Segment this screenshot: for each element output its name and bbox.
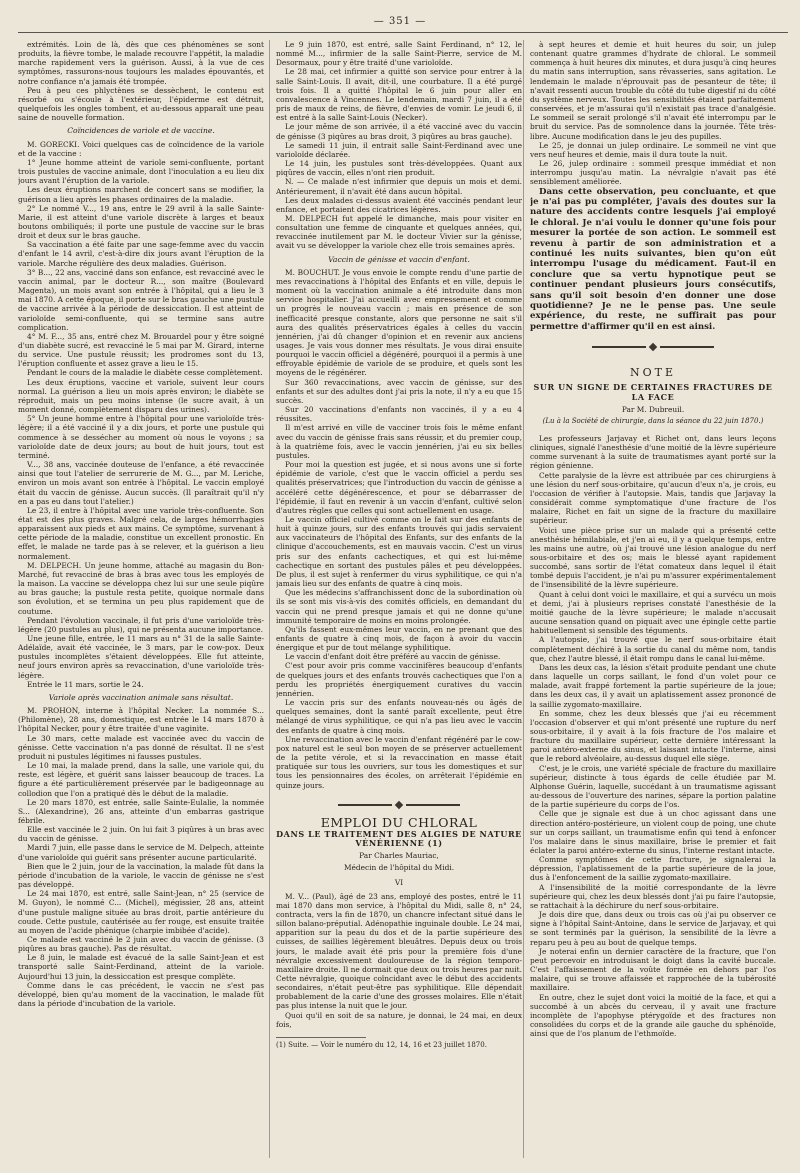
page-number: — 351 —: [373, 16, 427, 27]
paragraph: 2° Le nommé V..., 19 ans, entre le 29 avril à la salle Sainte-Marie, il est atteint d'une variole discrète à larges et beaux boutons ombiliqués; il porte une pustule de vaccine sur le bras droit et deux sur le bras gauche.: [18, 203, 264, 241]
paragraph: 3° B..., 22 ans, vacciné dans son enfance, est revacciné avec le vaccin animal, par le docteur R..., son maître (Boulevard Magenta), un mois avant son entrée à l'hôpital, qui a lieu le 3 mai 1870. A cette époque, il porte sur le bras gauche une pustule de vaccine arrivée à la période de dessiccation. Il est atteint de varioloïde semi-confluente, qui se termine sans autre complication.: [18, 267, 264, 332]
paragraph: M. BOUCHUT. Je vous envoie le compte rendu d'une partie de mes revaccinations à l'hôpital des Enfants et en ville, depuis le moment où la vaccination animale a été introduite dans mon service hospitalier. J'ai accueilli avec empressement et comme un progrès le nouveau vaccin ; mais en présence de son inefficacité presque constante, alors que personne ne sait s'il aura des qualités préservatrices égales à celles du vaccin jennérien, j'ai dû changer d'opinion et en revenir aux anciens usages. Je vais vous donner mes résultats. Je vous dirai ensuite pourquoi le vaccin officiel a dégénéré, pourquoi il a permis à une effroyable épidémie de variole de se produire, et quels sont les moyens de le régénérer.: [276, 267, 522, 378]
paragraph: Le 23, il entre à l'hôpital avec une variole très-confluente. Son état est des plus graves. Malgré cela, de larges hémorrhagies apparaissent aux pieds et aux mains. Ce symptôme, survenant à cette période de la maladie, constitue un excellent pronostic. En effet, le malade ne tarde pas à se relever, et la guérison a lieu normalement.: [18, 505, 264, 561]
column-divider: [523, 40, 524, 1158]
paragraph: Le vaccin d'enfant doit être préféré au vaccin de génisse.: [285, 652, 501, 662]
paragraph: Les deux malades ci-dessus avaient été vaccinés pendant leur enfance, et portaient des cicatrices légères.: [276, 195, 522, 214]
paragraph: Celle que je signale est due à un choc agissant dans une direction antéro-postérieure, un violent coup de poing, une chute sur un corps saillant, un traumatisme enfin qui tend à enfoncer l'os malaire dans le sinus maxillaire, brise le premier et fait éclater la paroi antéro-externe du sinus, l'interne restant intacte.: [530, 809, 776, 855]
note-subtitle: SUR UN SIGNE DE CERTAINES FRACTURES DE LA FACE: [533, 382, 773, 402]
footnote-rule: [276, 1037, 366, 1038]
note-title: NOTE: [629, 366, 676, 380]
paragraph: V..., 38 ans, vaccinée douteuse de l'enfance, a été revaccinée ainsi que tout l'atelier de serrurerie de M. G..., par M. Leriche, environ un mois avant son entrée à l'hôpital. Le vaccin employé était du vaccin de génisse. Aucun succès. (Il paraîtrait qu'il n'y en a pas eu dans tout l'atelier.): [18, 460, 264, 506]
paragraph: En outre, chez le sujet dont voici la moitié de la face, et qui a succombé à un abcès du cerveau, il y avait une fracture incomplète de l'apophyse ptérygoïde et des fractures non consolidées du corps et de la grande aile gauche du sphénoïde, ainsi que de l'os planum de l'ethmoïde.: [530, 992, 776, 1039]
author-affiliation: Médecin de l'hôpital du Midi.: [343, 863, 455, 873]
paragraph: Mardi 7 juin, elle passe dans le service de M. Delpech, atteinte d'une varioloïde qui guérit sans présenter aucune particularité.: [18, 843, 264, 862]
paragraph: Que les médecins s'affranchissent donc de la subordination où ils se sont mis vis-à-vis des comités officiels, en demandant du vaccin qui ne prend presque jamais et qui ne donne qu'une immunité temporaire de moins en moins prolongée.: [276, 588, 522, 625]
paragraph: Pendant l'évolution vaccinale, il fut pris d'une varioloïde très-légère (20 pustules au plus), qui ne présenta aucune importance.: [18, 615, 264, 634]
author-byline: Par M. Dubreuil.: [621, 404, 685, 414]
paragraph: Le 25, je donnai un julep ordinaire. Le sommeil ne vint que vers neuf heures et demie, mais il dura toute la nuit.: [530, 140, 776, 159]
paragraph: Quant à celui dont voici le maxillaire, et qui a survécu un mois et demi, j'ai à plusieurs reprises constaté l'anesthésie de la moitié gauche de la lèvre supérieure; le malade n'accusait aucune sensation quand on piquait avec une épingle cette partie habituellement si sensible des téguments.: [530, 589, 776, 636]
paragraph: Le vaccin officiel cultivé comme on le fait sur des enfants de huit à quinze jours, sur des enfants trouvés qui jadis servaient aux vaccinateurs de l'hôpital des Enfants, sur des enfants de la clinique d'accouchements, est en mauvais vaccin. C'est un virus pris sur des enfants cachectiques, et qui est lui-même cachectique en sortant des pustules pâles et peu développées. De plus, il est sujet à renfermer du virus syphilitique, ce qui n'a jamais lieu sur des enfants de quatre à cinq mois.: [276, 514, 522, 589]
paragraph: Le samedi 11 juin, il entrait salle Saint-Ferdinand avec une varioloïde déclarée.: [276, 140, 522, 159]
paragraph: Les deux éruptions, vaccine et variole, suivent leur cours normal. La guérison a lieu un mois après environ; le diabète se réproduit, mais un peu moins intense (le sucre avait, à un moment donné, complètement disparu des urines).: [18, 377, 264, 415]
conclusion-paragraph: Dans cette observation, peu concluante, et que je n'ai pas pu compléter, j'avais des doutes sur la nature des accidents contre lesquels j'ai employé le chloral. Je n'ai voulu le donner qu'une fois pour mesurer la portée de son action. Le sommeil est revenu à partir de son administration et a continué les nuits suivantes, bien qu'on eût interrompu l'usage du médicament. Faut-il en conclure que sa vertu hypnotique peut se continuer pendant plusieurs jours consécutifs, sans qu'il soit besoin d'en donner une dose quotidienne? Je ne le pense pas. Une seule expérience, du reste, ne suffirait pas pour permettre d'affirmer qu'il en est ainsi.: [530, 186, 776, 332]
header-rule: [18, 32, 788, 33]
section-heading: Vaccin de génisse et vaccin d'enfant.: [328, 254, 470, 264]
paragraph: Une jeune fille, entrée, le 11 mars au n° 31 de la salle Sainte-Adélaïde, avait été vaccinée, le 3 mars, par le cow-pox. Deux pustules incomplètes s'étaient développées. Elle fut atteinte, neuf jours environ après sa revaccination, d'une varioloïde très-légère.: [18, 634, 264, 680]
paragraph: Quoi qu'il en soit de sa nature, je donnai, le 24 mai, en deux fois,: [276, 1010, 522, 1029]
paragraph: M. V... (Paul), âgé de 23 ans, employé des postes, entré le 11 mai 1870 dans mon service, à l'hôpital du Midi, salle 8, n° 24, contracta, vers la fin de 1870, un chancre infectant situé dans le sillon balano-préputial. Adénopathie inguinale double. Le 24 mai, apparition sur la peau du dos et de la partie supérieure des cuisses, de saillies légèrement bleuâtres. Depuis deux ou trois jours, le malade avait été pris pour la première fois d'une névralgie excessivement douloureuse de la région temporo-maxillaire droite. Il ne dormait que deux ou trois heures par nuit. Cette névralgie, quoique coïncidant avec le début des accidents secondaires, n'était peut-être pas syphilitique. Elle dépendait probablement de la carie d'une des grosses molaires. Elle n'était pas plus intense la nuit que le jour.: [276, 891, 522, 1011]
article-title: EMPLOI DU CHLORAL: [320, 814, 478, 830]
paragraph: Le jour même de son arrivée, il a été vacciné avec du vaccin de génisse (3 piqûres au bras droit, 3 piqûres au bras gauche).: [276, 122, 522, 141]
column-left: [18, 40, 264, 1160]
paragraph: Ce malade est vacciné le 2 juin avec du vaccin de génisse. (3 piqûres au bras gauche). Pas de résultat.: [18, 935, 264, 954]
paragraph: Je dois dire que, dans deux ou trois cas où j'ai pu observer ce signe à l'hôpital Saint-Antoine, dans le service de Jarjavay, et qui se sont terminés par la guérison, la sensibilité de la lèvre a reparu peu à peu au bout de quelque temps.: [530, 910, 776, 947]
paragraph: Le 8 juin, le malade est évacué de la salle Saint-Jean et est transporté salle Saint-Ferdinand, atteint de la variole. Aujourd'hui 13 juin, la dessiccation est presque complète.: [18, 953, 264, 981]
paragraph: Comme symptômes de cette fracture, je signalerai la dépression, l'aplatissement de la partie supérieure de la joue, dus à l'enfoncement de la saillie zygomato-maxillaire.: [530, 855, 776, 883]
paragraph: M. GORECKI. Voici quelques cas de coïncidence de la variole et de la vaccine :: [18, 139, 264, 158]
paragraph: Le 10 mai, la malade prend, dans la salle, une variole qui, du reste, est légère, et guérit sans laisser beaucoup de traces. La figure a été particulièrement préservée par le badigeonnage au collodion que l'on a pratiqué dès le début de la maladie.: [18, 761, 264, 798]
paragraph: à sept heures et demie et huit heures du soir, un julep contenant quatre grammes d'hydrate de chloral. Le sommeil commença à huit heures dix minutes, et dura jusqu'à cinq heures du matin sans interruption, sans rêvasseries, sans agitation. Le lendemain le malade n'éprouvait pas de pesanteur de tête; il n'avait ressenti aucun trouble du côté du tube digestif ni du côté du système nerveux. Toutes les sensibilités étaient parfaitement conservées, et je m'assurai qu'il n'existait pas trace d'analgésie. Le sommeil se serait prolongé s'il n'avait été interrompu par le bruit du service. Pas de somnolence dans la journée. Tête très-libre. Aucune modification dans le jeu des pupilles.: [530, 40, 776, 141]
paragraph: Le vaccin pris sur des enfants nouveau-nés ou âgés de quelques semaines, dont la santé paraît excellente, peut être mélangé de virus syphilitique, ce qui n'a pas lieu avec le vaccin des enfants de quatre à cinq mois.: [276, 698, 522, 735]
paragraph: Le 9 juin 1870, est entré, salle Saint Ferdinand, n° 12, le nommé M..., infirmier de la salle Saint-Pierre, service de M. Desormaux, pour y être traité d'une varioloïde.: [276, 40, 522, 68]
paragraph: M. PROHON, interne à l'hôpital Necker. La nommée S... (Philomène), 28 ans, domestique, est entrée le 14 mars 1870 à l'hôpital Necker, pour y être traitée d'une vaginite.: [18, 706, 264, 734]
paragraph: 4° M. F..., 35 ans, entré chez M. Brouardel pour y être soigné d'un diabète sucré, est revacciné le 5 mai par M. Girard, interne du service. Une pustule réussit; les prodromes sont du 13, l'éruption confluente et assez grave a lieu le 15.: [18, 331, 264, 369]
section-heading: Coïncidences de variole et de vaccine.: [67, 126, 215, 136]
paragraph: C'est, je le crois, une variété spéciale de fracture du maxillaire supérieur, distincte à tous égards de celle étudiée par M. Alphonse Guérin, laquelle, succédant à un traumatisme agissant au-dessous de l'ouverture des narines, sépare la portion palatine de la partie supérieure du corps de l'os.: [530, 763, 776, 810]
reading-caption: (Lu à la Société de chirurgie, dans la séance du 22 juin 1870.): [542, 416, 764, 425]
column-divider: [269, 40, 270, 1158]
column-middle: [276, 40, 522, 1160]
paragraph: M. DELPECH. Un jeune homme, attaché au magasin du Bon-Marché, fut revacciné de bras à bras avec tous les employés de la maison. La vaccine se développa chez lui sur une seule piqûre au bras gauche; la pustule resta petite, quoique normale dans son évolution, et se termina un peu plus rapidement que de coutume.: [18, 560, 264, 616]
paragraph: Peu à peu ces phlyctènes se dessèchent, le contenu est résorbé ou s'écoule à l'extérieur, l'épiderme est détruit, quelquefois les ongles tombent, et au-dessous apparaît une peau saine de nouvelle formation.: [18, 85, 264, 123]
ornament-divider: [530, 342, 776, 350]
paragraph: Cette paralysie de la lèvre est attribuée par ces chirurgiens à une lésion du nerf sous-orbitaire, qu'aucun d'eux n'a, je crois, eu l'occasion de vérifier à l'autopsie. Mais, tandis que Jarjavay la considérait comme symptomatique d'une fracture de l'os malaire, Richet en fait un signe de la fracture du maxillaire supérieur.: [530, 470, 776, 526]
paragraph: Le 28 mai, cet infirmier a quitté son service pour entrer à la salle Saint-Louis. Il avait, dit-il, une courbature. Il a été purgé trois fois. Il a quitté l'hôpital le 6 juin pour aller en convalescence à Vincennes. Le lendemain, mardi 7 juin, il a été pris de maux de reins, de fièvre, d'envies de vomir. Le jeudi 6, il est entré à la salle Saint-Louis (Necker).: [276, 67, 522, 123]
column-right: [530, 40, 776, 1160]
paragraph: Le 26, julep ordinaire : sommeil presque immédiat et non interrompu jusqu'au matin. La névralgie n'avait pas été sensiblement améliorée.: [530, 159, 776, 187]
paragraph: C'est pour avoir pris comme vaccinifères beaucoup d'enfants de quelques jours et des enfants trouvés cachectiques que l'on a perdu les propriétés énergiquement curatives du vaccin jennérien.: [276, 661, 522, 698]
paragraph: Dans les deux cas, la lésion s'était produite pendant une chute dans laquelle un corps saillant, le fond d'un volet pour ce malade, avait frappé fortement la partie supérieure de la joue; dans les deux cas, il y avait un aplatissement assez prononcé de la saillie zygomato-maxillaire.: [530, 662, 776, 709]
paragraph: Il m'est arrivé en ville de vacciner trois fois le même enfant avec du vaccin de génisse frais sans réussir, et du premier coup, à la quatrième fois, avec le vaccin jennérien, j'ai eu six belles pustules.: [276, 423, 522, 460]
paragraph: M. DELPECH fut appelé le dimanche, mais pour visiter en consultation une femme de cinquante et quelques années, qui, revaccinée inutilement par M. le docteur Vivier sur la génisse, avait vu se développer la variole chez elle trois semaines après.: [276, 213, 522, 251]
paragraph: Sa vaccination a été faite par une sage-femme avec du vaccin d'enfant le 14 avril, c'est-à-dire dix jours avant l'éruption de la variole. Marche régulière des deux maladies. Guérison.: [18, 240, 264, 268]
paragraph: Sur 360 revaccinations, avec vaccin de génisse, sur des enfants et sur des adultes dont j'ai pris la note, il n'y a eu que 15 succès.: [276, 377, 522, 405]
paragraph: N. — Ce malade n'est infirmier que depuis un mois et demi. Antérieurement, il n'avait été dans aucun hôpital.: [276, 177, 522, 196]
paragraph: Voici une pièce prise sur un malade qui a présenté cette anesthésie hémilabiale, et j'en ai eu, il y a quelque temps, entre les mains une autre, où j'ai trouvé une lésion analogue du nerf sous-orbitaire et des os; mais le blessé ayant rapidement succombé, sans sortir de l'état comateux dans lequel il était tombé depuis l'accident, je n'ai pu m'assurer expérimentalement de l'insensibilité de la lèvre supérieure.: [530, 525, 776, 590]
footnote: (1) Suite. — Voir le numéro du 12, 14, 16 et 23 juillet 1870.: [276, 1040, 487, 1049]
paragraph: Le 24 mai 1870, est entré, salle Saint-Jean, n° 25 (service de M. Guyon), le nommé C... (Michel), mégissier, 28 ans, atteint d'une pustule maligne située au bras droit, partie antérieure du coude. Cette pustule, cautérisée au fer rouge, est ensuite traitée au moyen de l'acide phénique (charpie imbibée d'acide).: [18, 889, 264, 935]
paragraph: A l'autopsie, j'ai trouvé que le nerf sous-orbitaire était complètement déchiré à la sortie du canal du même nom, tandis que, chez l'autre blessé, il était rompu dans le canal lui-même.: [530, 635, 776, 663]
article-subtitle: DANS LE TRAITEMENT DES ALGIES DE NATURE VÉNÉRIENNE (1): [276, 828, 522, 848]
paragraph: En somme, chez les deux blessés que j'ai eu récemment l'occasion d'observer et qui m'ont présenté une rupture du nerf sous-orbitaire, il y avait à la fois fracture de l'os malaire et fracture du maxillaire supérieur, cette dernière intéressant la paroi antéro-externe du sinus, et laissant intacte l'interne, ainsi que le rebord alvéolaire, au-dessus duquel elle siège.: [530, 708, 776, 764]
paragraph: Je noterai enfin un dernier caractère de la fracture, que l'on peut percevoir en introduisant le doigt dans la cavité buccale. C'est l'affaissement de la voûte formée en dehors par l'os malaire, qui se trouve affaissée et rapprochée de la tubérosité maxillaire.: [530, 946, 776, 993]
paragraph: Qu'ils fassent eux-mêmes leur vaccin, en ne prenant que des enfants de quatre à cinq mois, de façon à avoir du vaccin énergique et pur de tout mélange syphilitique.: [276, 624, 522, 653]
paragraph: Pour moi la question est jugée, et si nous avons une si forte épidémie de variole, c'est que le vaccin officiel a perdu ses qualités préservatrices; que l'introduction du vaccin de génisse a accéléré cette dégénérescence, et pour se débarrasser de l'épidémie, il faut en revenir à un vaccin d'enfant, cultivé selon d'autres règles que celles qui sont actuellement en usage.: [276, 460, 522, 515]
paragraph: A l'insensibilité de la moitié correspondante de la lèvre supérieure qui, chez les deux blessés dont j'ai pu faire l'autopsie, se rattachait à la déchirure du nerf sous-orbitaire.: [530, 882, 776, 910]
paragraph: Entrée le 11 mars, sortie le 24.: [27, 679, 144, 689]
paragraph: Le 14 juin, les pustules sont très-développées. Quant aux piqûres de vaccin, elles n'ont rien produit.: [276, 159, 522, 178]
paragraph: Elle est vaccinée le 2 juin. On lui fait 3 piqûres à un bras avec du vaccin de génisse.: [18, 825, 264, 844]
section-number: VI: [394, 878, 404, 888]
paragraph: Comme dans le cas précédent, le vaccin ne s'est pas développé, bien qu'au moment de la vaccination, le malade fût dans la période d'incubation de la variole.: [18, 980, 264, 1009]
paragraph: Le 20 mars 1870, est entrée, salle Sainte-Eulalie, la nommée S... (Alexandrine), 26 ans, atteinte d'un embarras gastrique fébrile.: [18, 797, 264, 825]
paragraph: Les deux éruptions marchent de concert sans se modifier, la guérison a lieu après les phases ordinaires de la maladie.: [18, 185, 264, 204]
paragraph: Bien que le 2 juin, jour de la vaccination, la malade fût dans la période d'incubation de la variole, le vaccin de génisse ne s'est pas développé.: [18, 861, 264, 890]
paragraph: Une revaccination avec le vaccin d'enfant régénéré par le cow-pox naturel est le seul bon moyen de se préserver actuellement de la petite vérole, et si la revaccination en masse était pratiquée sur tous les ouvriers, sur tous les domestiques et sur tous les pensionnaires des écoles, on arrêterait l'épidémie en quinze jours.: [276, 734, 522, 790]
author-byline: Par Charles Mauriac,: [359, 851, 439, 861]
paragraph: extrémités. Loin de là, dès que ces phénomènes se sont produits, la fièvre tombe, le malade recouvre l'appétit, la maladie marche rapidement vers la guérison. Aussi, à la vue de ces symptômes, rassurons-nous toujours les malades épouvantés, et notre confiance n'a jamais été trompée.: [18, 40, 264, 86]
paragraph: Le 30 mars, cette malade est vaccinée avec du vaccin de génisse. Cette vaccination n'a pas donné de résultat. Il ne s'est produit ni pustules légitimes ni fausses pustules.: [18, 733, 264, 761]
paragraph: Pendant le cours de la maladie le diabète cesse complètement.: [27, 368, 263, 378]
paragraph: Sur 20 vaccinations d'enfants non vaccinés, il y a eu 4 réussites.: [276, 405, 522, 424]
paragraph: 5° Un jeune homme entre à l'hôpital pour une varioloïde très-légère; il a été vacciné il y a dix jours, et porte une pustule qui commence à se dessécher au moment où nous le voyons ; sa varioloïde date de deux jours; au bout de huit jours, tout est terminé.: [18, 414, 264, 460]
paragraph: Les professeurs Jarjavay et Richet ont, dans leurs leçons cliniques, signalé l'anesthésie d'une moitié de la lèvre supérieure comme survenant à la suite de traumatismes ayant porté sur la région génienne.: [530, 433, 776, 471]
paragraph: 1° Jeune homme atteint de variole semi-confluente, portant trois pustules de vaccine animale, dont l'inoculation a eu lieu dix jours avant l'éruption de la variole.: [18, 157, 264, 186]
ornament-divider: [276, 800, 522, 808]
section-heading: Variole après vaccination animale sans résultat.: [48, 692, 234, 702]
